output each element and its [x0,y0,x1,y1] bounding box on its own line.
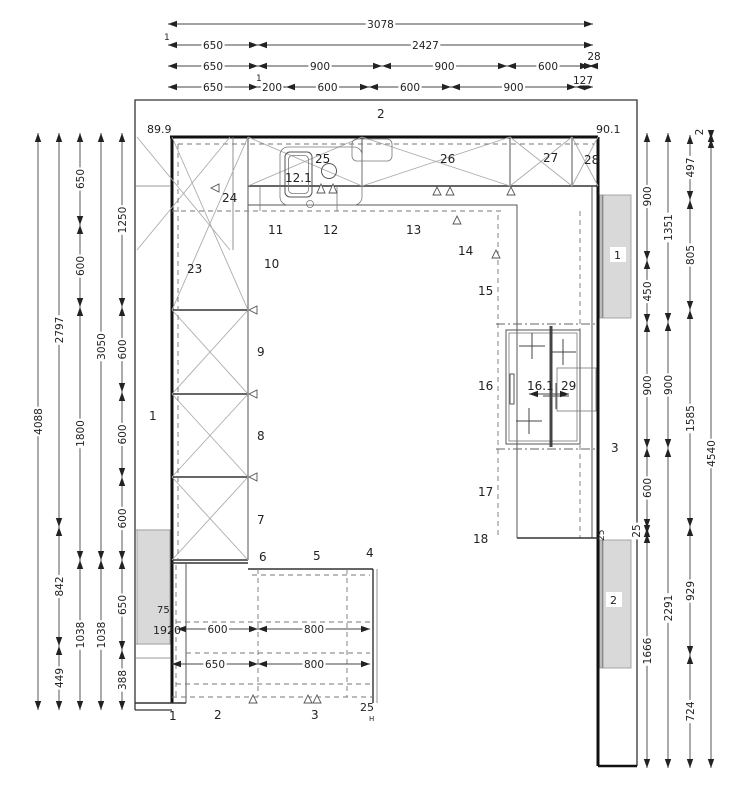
dim-label: 3078 [367,18,394,31]
dim-label: 650 [204,658,226,671]
dim-label: 600 [207,623,228,636]
worktop [172,186,598,538]
dim-label: 2 [693,128,706,136]
unit-2-label: 2 [214,708,222,722]
door-handle [510,374,514,404]
dim-label: 650 [202,60,224,73]
dim-label: 600 [116,508,129,529]
dim-label: 900 [309,60,331,73]
dim-chain-top-3 [168,51,602,73]
island-corner-25-sub: H [369,715,375,723]
wall-gap-25: 25 [597,529,607,541]
island-dim-75: 75 [157,605,170,616]
unit-27-label: 27 [543,151,559,165]
island [172,563,377,703]
window-2-label: 2 [610,594,617,607]
dim-label: 900 [662,374,675,396]
island-dim-1920: 1920 [153,624,181,637]
unit-23-label: 23 [187,262,203,276]
wall-1-label: 1 [149,409,157,423]
dim-label: 650 [74,168,87,190]
unit-26-label: 26 [440,152,456,166]
unit-28-label: 28 [584,153,600,167]
dim-label: 650 [202,81,224,94]
dim-label: 600 [74,255,87,277]
dim-chain-left-c [75,133,87,710]
unit-7-label: 7 [257,513,265,527]
unit-25-label: 25 [315,152,331,166]
dim-label: 842 [53,576,66,597]
dim-label: 1585 [684,405,697,432]
dim-label: 650 [202,39,224,52]
ref-1b: 1 [256,74,262,84]
dim-chain-right-f [631,133,654,768]
dim-label: 1666 [641,637,654,665]
unit-16-1-label: 16.1 [527,379,554,393]
dim-chain-island-1 [177,624,370,636]
angle-top-left: 89.9 [147,123,172,136]
dim-label: 900 [503,81,524,94]
unit-1-label: 1 [169,709,177,723]
wall-3-label: 3 [611,441,619,455]
dim-label: 900 [434,60,455,73]
dim-label: 497 [684,157,697,178]
dim-label: 805 [684,244,697,266]
dim-label: 449 [53,667,66,689]
dim-label: 450 [641,281,654,302]
wall-2-label: 2 [377,107,385,121]
dim-label: 127 [572,74,594,87]
dim-label: 1351 [662,214,675,241]
dim-label: 3050 [95,333,108,360]
dim-label: 1800 [74,420,87,447]
unit-24-label: 24 [222,191,238,205]
dim-label: 600 [116,424,129,445]
dim-label: 900 [641,375,654,396]
dim-chain-island-2 [172,659,370,671]
wall-cabinet-row [178,137,598,186]
island-corner-25: 25 [360,701,374,714]
unit-14-label: 14 [458,244,474,258]
dim-label: 800 [303,658,325,671]
dim-label: 600 [399,81,421,94]
dim-label: 2797 [53,316,66,344]
dim-label: 1250 [116,206,129,234]
unit-16-label: 16 [478,379,494,393]
dim-label: 1038 [74,621,87,649]
ref-1a: 1 [164,33,170,43]
window-1-label: 1 [614,249,621,262]
dim-label: 724 [684,701,697,722]
unit-15-label: 15 [478,284,494,298]
dim-label: 25 [630,524,643,538]
dim-label: 2291 [662,594,675,622]
dim-label: 600 [116,339,129,360]
dim-label: 4088 [32,408,45,435]
unit-13-label: 13 [406,223,422,237]
dim-label: 600 [317,81,338,94]
unit-5-label: 5 [313,549,321,563]
door-markers [211,184,515,703]
dim-label: 600 [537,60,559,73]
dim-chain-right-g [663,133,675,768]
dim-label: 388 [116,669,129,691]
dim-label: 929 [684,580,697,602]
dim-label: 600 [641,477,654,499]
unit-8-label: 8 [257,429,265,443]
unit-17-label: 17 [478,485,494,499]
dim-chain-top-2 [168,40,593,52]
dim-label: 900 [641,186,654,207]
dim-label: 200 [261,81,283,94]
unit-11-label: 11 [268,223,284,237]
unit-12-label: 12 [323,223,339,237]
dim-chain-left-b [54,133,66,710]
unit-6-label: 6 [259,550,267,564]
dim-chain-top-4 [168,75,595,94]
dim-label: 28 [587,50,601,63]
dim-label: 800 [303,623,325,636]
dim-label: 2427 [412,39,439,52]
dim-chain-left-e [117,133,129,710]
angle-top-right: 90.1 [596,123,621,136]
dim-label: 1038 [95,621,108,649]
unit-3-label: 3 [311,708,319,722]
unit-10-label: 10 [264,257,280,271]
unit-4-label: 4 [366,546,374,560]
unit-18-label: 18 [473,532,489,546]
dim-chain-top-1 [168,19,593,31]
unit-9-label: 9 [257,345,265,359]
dim-chain-right-h [685,135,697,768]
dim-chain-right-i [694,127,718,768]
dim-chain-left-a [33,133,45,710]
dim-label: 650 [116,594,129,616]
dim-label: 4540 [705,440,718,467]
unit-29-label: 29 [561,379,577,393]
unit-12-1-label: 12.1 [285,171,312,185]
dim-chain-left-d [96,133,108,710]
